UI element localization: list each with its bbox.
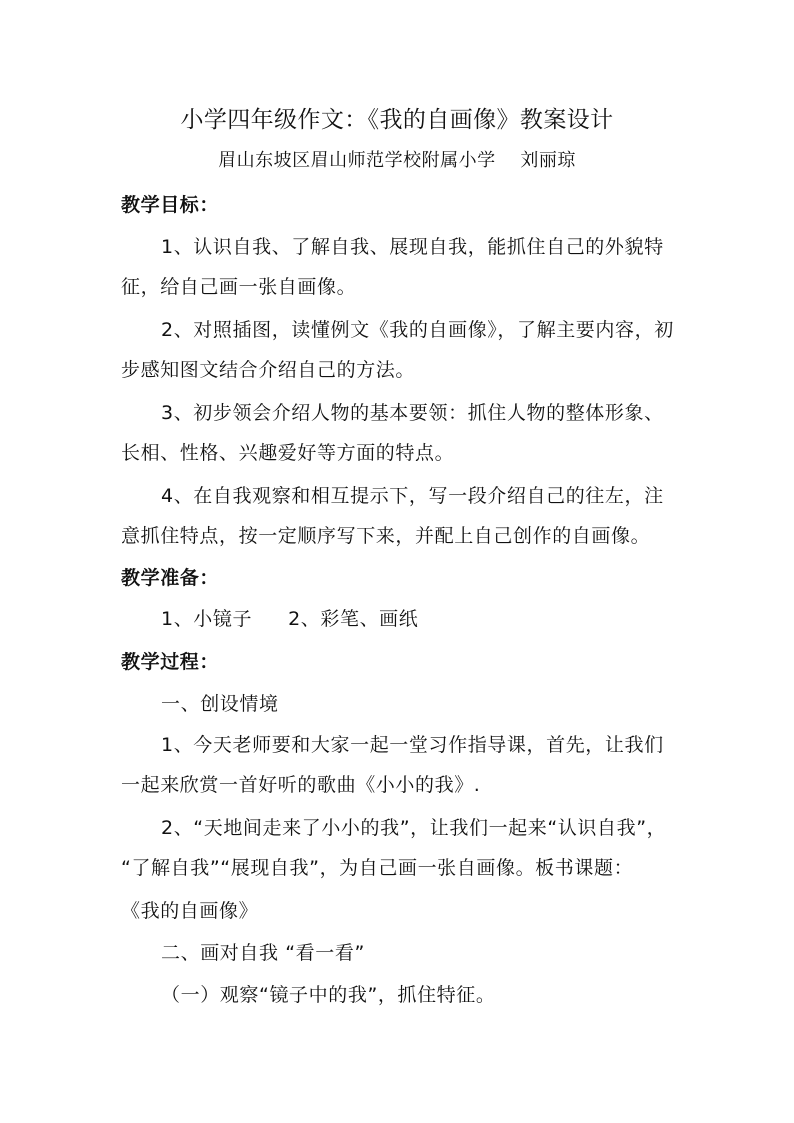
process-part-2-title: 二、画对自我 “看一看” [161,942,365,964]
author-line: 眉山东坡区眉山师范学校附属小学 刘丽琼 [218,150,576,171]
process-p1-line-2: 一起来欣赏一首好听的歌曲《小小的我》. [121,774,481,796]
prep-heading: 教学准备： [121,567,220,589]
goal-4-line-2: 意抓住特点，按一定顺序写下来，并配上自己创作的自画像。 [121,525,651,547]
process-p2-line-3: 《我的自画像》 [121,900,259,922]
process-p2-line-2: “了解自我”“展现自我”，为自己画一张自画像。板书课题： [121,857,634,879]
goal-2-line-1: 2、对照插图，读懂例文《我的自画像》，了解主要内容，初 [161,319,674,341]
prep-item-2: 2、彩笔、画纸 [288,608,419,630]
goal-1-line-1: 1、认识自我、了解自我、展现自我，能抓住自己的外貌特 [161,236,664,258]
process-p2-line-1: 2、“天地间走来了小小的我”，让我们一起来“认识自我”， [161,817,667,839]
goal-1-line-2: 征，给自己画一张自画像。 [121,276,357,298]
process-heading: 教学过程： [121,651,220,673]
goal-4-line-1: 4、在自我观察和相互提示下，写一段介绍自己的往左，注 [161,485,664,507]
process-p1-line-1: 1、今天老师要和大家一起一堂习作指导课，首先，让我们 [161,734,664,756]
goals-heading: 教学目标： [121,194,220,216]
goal-3-line-1: 3、初步领会介绍人物的基本要领：抓住人物的整体形象、 [161,402,664,424]
goal-2-line-2: 步感知图文结合介绍自己的方法。 [121,359,416,381]
process-part-1-title: 一、创设情境 [161,693,279,715]
document-title: 小学四年级作文：《我的自画像》教案设计 [180,107,614,133]
goal-3-line-2: 长相、性格、兴趣爱好等方面的特点。 [121,442,455,464]
prep-items [161,607,418,631]
process-part-2-subtitle: （一）观察“镜子中的我”，抓住特征。 [161,984,496,1006]
prep-item-1: 1、小镜子 [161,608,253,630]
